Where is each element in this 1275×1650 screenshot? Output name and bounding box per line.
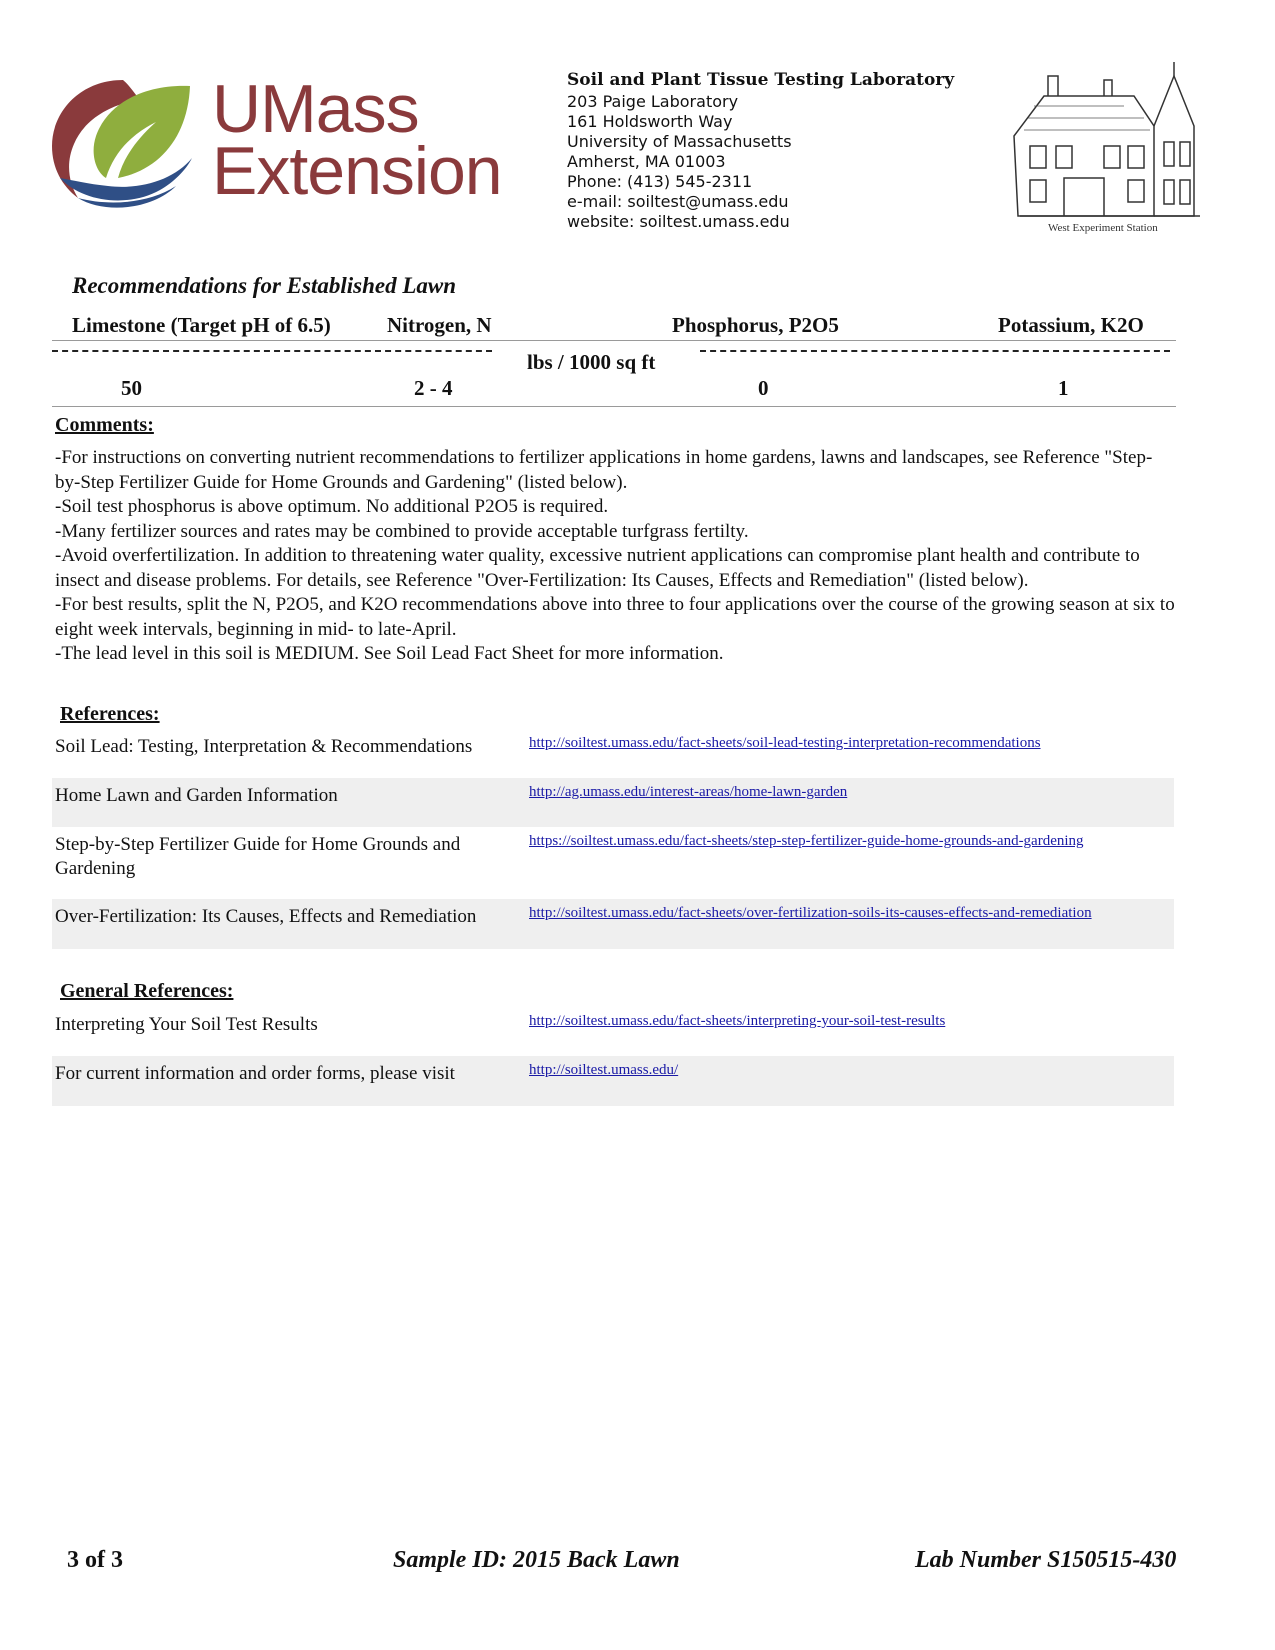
values-divider (52, 406, 1176, 407)
west-experiment-station-sketch (1004, 56, 1212, 242)
reference-row (52, 778, 1174, 827)
logo-line-umass: UMass (212, 71, 419, 147)
phone-line: Phone: (413) 545-2311 (567, 172, 753, 191)
header-divider (52, 340, 1176, 341)
reference-row (52, 899, 1174, 949)
logo-wordmark (212, 71, 502, 209)
reference-link[interactable]: http://soiltest.umass.edu/fact-sheets/over-fertilization-soils-its-causes-effects-and-remediation (529, 905, 1092, 921)
comment-paragraph: -The lead level in this soil is MEDIUM. See Soil Lead Fact Sheet for more information. (55, 643, 724, 664)
column-header-limestone: Limestone (Target pH of 6.5) (72, 313, 331, 337)
reference-title: Soil Lead: Testing, Interpretation & Recommendations (55, 736, 473, 757)
reference-title: Interpreting Your Soil Test Results (55, 1014, 318, 1035)
address-line: Amherst, MA 01003 (567, 152, 726, 171)
reference-link[interactable]: http://ag.umass.edu/interest-areas/home-lawn-garden (529, 784, 848, 800)
general-reference-row (52, 1007, 1174, 1056)
lab-name: Soil and Plant Tissue Testing Laboratory (567, 70, 955, 90)
address-line: 161 Holdsworth Way (567, 112, 733, 131)
comment-paragraph: -Many fertilizer sources and rates may be combined to provide acceptable turfgrass fertilty. (55, 520, 749, 542)
address-line: University of Massachusetts (567, 132, 792, 151)
lab-number: Lab Number S150515-430 (915, 1547, 1177, 1573)
comment-paragraph: -For instructions on converting nutrient recommendations to fertilizer applications in home gardens, lawns and landscapes, see Reference "Step-by-Step Fertilizer Guide for Home Grounds and Gardening" (listed below). (55, 447, 1153, 493)
page-number: 3 of 3 (67, 1547, 123, 1573)
website-line: website: soiltest.umass.edu (567, 212, 790, 231)
reference-row (52, 729, 1174, 778)
reference-title: Home Lawn and Garden Information (55, 785, 338, 806)
dashed-line-right (700, 350, 1170, 352)
dashed-line-left (52, 350, 492, 352)
value-phosphorus: 0 (758, 376, 769, 400)
reference-title: Step-by-Step Fertilizer Guide for Home Grounds and Gardening (55, 834, 461, 879)
general-reference-row (52, 1056, 1174, 1106)
value-nitrogen: 2 - 4 (414, 376, 453, 400)
reference-link[interactable]: http://soiltest.umass.edu/ (529, 1062, 679, 1078)
reference-row (52, 827, 1174, 899)
sample-id: Sample ID: 2015 Back Lawn (393, 1547, 680, 1573)
column-header-potassium: Potassium, K2O (998, 313, 1144, 337)
station-caption: West Experiment Station (1048, 222, 1158, 234)
lab-contact-block (567, 70, 954, 232)
address-line: 203 Paige Laboratory (567, 92, 739, 111)
comment-paragraph: -For best results, split the N, P2O5, and K2O recommendations above into three to four applications over the course of the growing season at six to eight week intervals, beginning in mid- to late-April. (55, 594, 1175, 640)
recommendations-title: Recommendations for Established Lawn (72, 273, 457, 298)
comment-paragraph: -Soil test phosphorus is above optimum. No additional P2O5 is required. (55, 496, 609, 517)
email-line: e-mail: soiltest@umass.edu (567, 192, 789, 211)
umass-extension-logo (48, 74, 198, 210)
comment-paragraph: -Avoid overfertilization. In addition to threatening water quality, excessive nutrient applications can compromise plant health and contribute to insect and disease problems. For details, see Reference "Over-Fertilization: Its Causes, Effects and Remediation" (listed below). (55, 545, 1140, 591)
reference-title: For current information and order forms, please visit (55, 1063, 455, 1084)
general-references-heading: General References: (60, 980, 234, 1002)
comments-heading: Comments: (55, 414, 154, 436)
value-limestone: 50 (121, 376, 142, 400)
value-potassium: 1 (1058, 376, 1069, 400)
column-header-phosphorus: Phosphorus, P2O5 (672, 313, 839, 337)
units-label: lbs / 1000 sq ft (527, 350, 656, 374)
reference-link[interactable]: https://soiltest.umass.edu/fact-sheets/step-step-fertilizer-guide-home-grounds-and-gardening (529, 833, 1084, 849)
comments-body (55, 446, 1175, 667)
column-header-nitrogen: Nitrogen, N (387, 313, 492, 337)
reference-link[interactable]: http://soiltest.umass.edu/fact-sheets/interpreting-your-soil-test-results (529, 1013, 946, 1029)
reference-link[interactable]: http://soiltest.umass.edu/fact-sheets/soil-lead-testing-interpretation-recommendations (529, 735, 1041, 751)
logo-line-extension: Extension (212, 133, 502, 209)
reference-title: Over-Fertilization: Its Causes, Effects and Remediation (55, 906, 477, 927)
references-heading: References: (60, 703, 160, 725)
